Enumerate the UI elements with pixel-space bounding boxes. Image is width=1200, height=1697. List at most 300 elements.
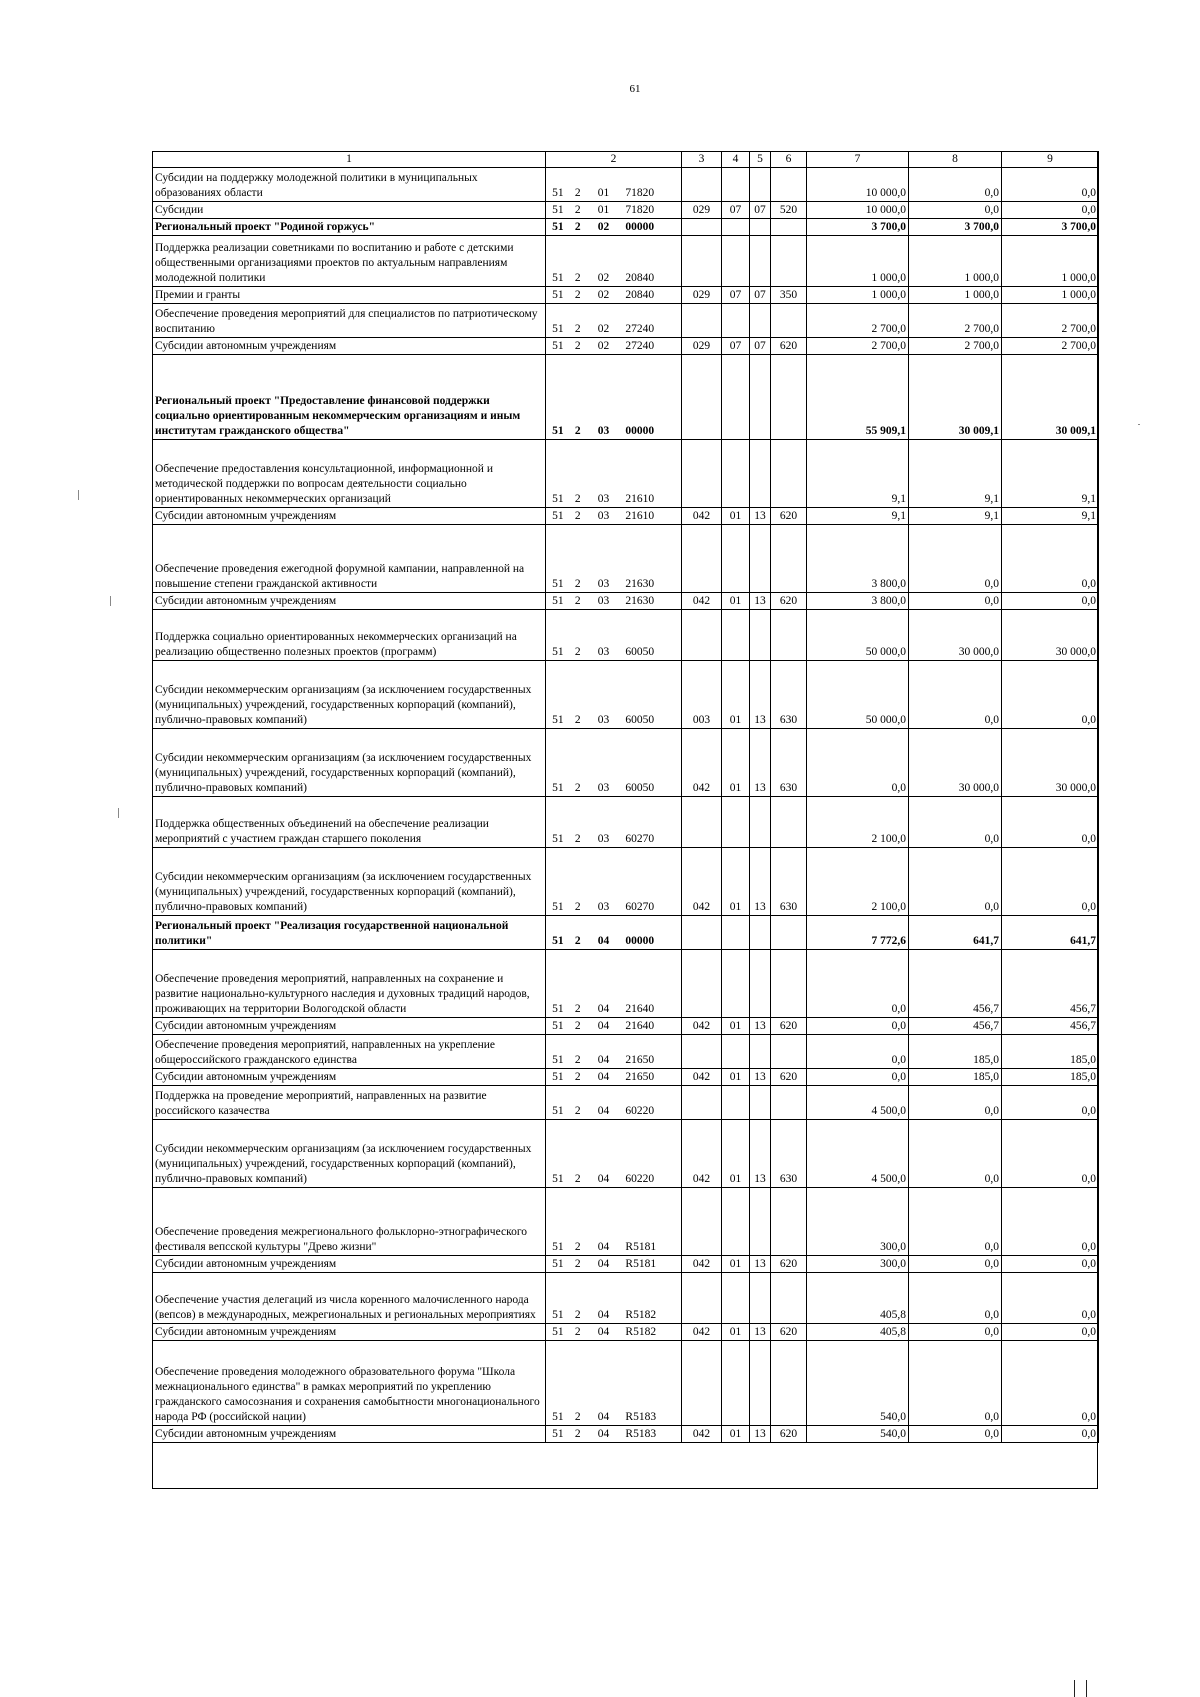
row-name: Субсидии автономным учреждениям	[153, 1018, 546, 1035]
code-part-3: 04	[597, 1309, 610, 1321]
table-row	[153, 1324, 1099, 1341]
row-col-5	[750, 219, 771, 236]
row-amount-9: 0,0	[1002, 1120, 1099, 1188]
code-part-4: 21640	[625, 1003, 655, 1015]
row-amount-7: 7 772,6	[807, 916, 909, 950]
table-row	[153, 797, 1099, 848]
row-amount-7: 1 000,0	[807, 287, 909, 304]
row-col-5: 13	[750, 508, 771, 525]
code-part-3: 04	[597, 1258, 610, 1270]
row-col-4: 01	[722, 1256, 750, 1273]
row-amount-8: 0,0	[909, 848, 1002, 916]
row-col-5: 13	[750, 729, 771, 797]
row-col-5: 07	[750, 338, 771, 355]
code-part-2: 2	[574, 595, 581, 607]
row-col-4: 01	[722, 729, 750, 797]
code-part-1: 51	[552, 935, 564, 947]
row-col-5	[750, 797, 771, 848]
row-amount-9: 3 700,0	[1002, 219, 1099, 236]
row-code	[546, 219, 682, 236]
row-col-4	[722, 797, 750, 848]
table-row	[153, 848, 1099, 916]
code-part-1: 51	[552, 1241, 564, 1253]
row-col-4	[722, 1086, 750, 1120]
row-amount-9: 185,0	[1002, 1035, 1099, 1069]
row-code	[546, 304, 682, 338]
row-amount-8: 0,0	[909, 202, 1002, 219]
row-col-6: 630	[771, 1120, 807, 1188]
row-name: Субсидии некоммерческим организациям (за исключением государственных (муниципальных) учреждений, государственных корпораций (компаний), публично-правовых компаний)	[153, 729, 546, 797]
row-col-4	[722, 1341, 750, 1426]
code-part-3: 03	[597, 833, 610, 845]
code-part-3: 03	[597, 714, 610, 726]
row-col-3: 042	[682, 1324, 722, 1341]
code-part-1: 51	[552, 833, 564, 845]
row-amount-7: 300,0	[807, 1256, 909, 1273]
code-group	[546, 900, 681, 915]
row-col-5: 13	[750, 1069, 771, 1086]
row-name: Премии и гранты	[153, 287, 546, 304]
code-part-4: 21630	[625, 578, 655, 590]
row-col-6	[771, 797, 807, 848]
table-row	[153, 1273, 1099, 1324]
table-row	[153, 236, 1099, 287]
table-row	[153, 950, 1099, 1018]
row-amount-8: 1 000,0	[909, 287, 1002, 304]
row-name: Субсидии автономным учреждениям	[153, 1426, 546, 1443]
row-col-5	[750, 304, 771, 338]
row-col-5: 13	[750, 593, 771, 610]
table-row	[153, 440, 1099, 508]
row-col-3	[682, 1273, 722, 1324]
code-part-1: 51	[552, 714, 564, 726]
code-part-2: 2	[574, 1105, 581, 1117]
code-part-4: R5182	[625, 1326, 657, 1338]
row-amount-7: 405,8	[807, 1273, 909, 1324]
code-part-1: 51	[552, 323, 564, 335]
code-part-3: 02	[597, 272, 610, 284]
code-part-4: 00000	[625, 935, 655, 947]
row-amount-7: 540,0	[807, 1341, 909, 1426]
row-code	[546, 202, 682, 219]
row-amount-7: 2 100,0	[807, 848, 909, 916]
code-part-4: 60050	[625, 714, 655, 726]
code-part-1: 51	[552, 578, 564, 590]
row-col-6: 620	[771, 1069, 807, 1086]
code-part-3: 04	[597, 1428, 610, 1440]
code-part-3: 02	[597, 340, 610, 352]
row-col-5	[750, 1035, 771, 1069]
code-part-4: 21650	[625, 1071, 655, 1083]
row-code	[546, 440, 682, 508]
row-name: Субсидии автономным учреждениям	[153, 1069, 546, 1086]
row-col-3: 029	[682, 287, 722, 304]
row-name: Обеспечение участия делегаций из числа коренного малочисленного народа (вепсов) в международных, межрегиональных и региональных мероприятиях	[153, 1273, 546, 1324]
row-code	[546, 848, 682, 916]
code-part-2: 2	[574, 1428, 581, 1440]
row-amount-8: 0,0	[909, 1273, 1002, 1324]
code-part-2: 2	[574, 1241, 581, 1253]
row-col-3	[682, 525, 722, 593]
code-part-4: 21650	[625, 1054, 655, 1066]
row-col-3: 042	[682, 848, 722, 916]
code-group	[546, 1053, 681, 1068]
row-col-3: 042	[682, 1120, 722, 1188]
row-col-4	[722, 219, 750, 236]
row-amount-8: 0,0	[909, 1120, 1002, 1188]
code-part-1: 51	[552, 510, 564, 522]
table-row	[153, 1069, 1099, 1086]
code-part-2: 2	[574, 782, 581, 794]
row-amount-9: 0,0	[1002, 661, 1099, 729]
row-code	[546, 1035, 682, 1069]
code-part-2: 2	[574, 1003, 581, 1015]
row-name: Поддержка социально ориентированных некоммерческих организаций на реализацию общественно полезных проектов (программ)	[153, 610, 546, 661]
row-col-6: 620	[771, 1426, 807, 1443]
row-amount-7: 50 000,0	[807, 610, 909, 661]
code-part-3: 01	[597, 204, 610, 216]
code-part-1: 51	[552, 340, 564, 352]
code-part-3: 03	[597, 782, 610, 794]
row-col-6	[771, 1273, 807, 1324]
row-col-4	[722, 1273, 750, 1324]
code-part-2: 2	[574, 323, 581, 335]
code-group	[546, 424, 681, 439]
table-row	[153, 219, 1099, 236]
row-col-3: 042	[682, 1256, 722, 1273]
row-amount-9: 9,1	[1002, 440, 1099, 508]
row-code	[546, 1273, 682, 1324]
row-name: Региональный проект "Предоставление финансовой поддержки социально ориентированным некоммерческим организациям и иным институтам гражданского общества"	[153, 355, 546, 440]
header-cell-2: 2	[546, 152, 682, 168]
code-group	[546, 186, 681, 201]
code-group	[546, 509, 681, 524]
row-name: Региональный проект "Реализация государственной национальной политики"	[153, 916, 546, 950]
row-amount-8: 1 000,0	[909, 236, 1002, 287]
code-part-4: 21630	[625, 595, 655, 607]
header-cell-3: 3	[682, 152, 722, 168]
code-part-2: 2	[574, 510, 581, 522]
scan-mark-right-1	[1138, 424, 1140, 425]
row-col-3: 042	[682, 1069, 722, 1086]
code-part-2: 2	[574, 493, 581, 505]
row-amount-8: 0,0	[909, 1341, 1002, 1426]
row-col-4	[722, 304, 750, 338]
row-amount-9: 0,0	[1002, 1426, 1099, 1443]
row-code	[546, 525, 682, 593]
row-col-3	[682, 950, 722, 1018]
row-col-4: 07	[722, 338, 750, 355]
row-code	[546, 610, 682, 661]
row-col-4	[722, 525, 750, 593]
row-amount-9: 0,0	[1002, 1086, 1099, 1120]
row-col-6: 620	[771, 1018, 807, 1035]
header-cell-5: 5	[750, 152, 771, 168]
row-amount-7: 3 800,0	[807, 525, 909, 593]
code-part-1: 51	[552, 221, 564, 233]
table-row	[153, 610, 1099, 661]
row-col-4: 07	[722, 202, 750, 219]
row-col-6: 630	[771, 848, 807, 916]
table-row	[153, 355, 1099, 440]
row-col-3	[682, 236, 722, 287]
row-amount-8: 185,0	[909, 1069, 1002, 1086]
table-row	[153, 287, 1099, 304]
code-part-1: 51	[552, 1003, 564, 1015]
code-group	[546, 271, 681, 286]
code-part-4: 21610	[625, 493, 655, 505]
row-col-5: 13	[750, 848, 771, 916]
row-col-3: 042	[682, 1426, 722, 1443]
table-row	[153, 1188, 1099, 1256]
row-amount-9: 0,0	[1002, 525, 1099, 593]
row-col-3	[682, 168, 722, 202]
table-header-row	[153, 152, 1099, 168]
row-name: Субсидии некоммерческим организациям (за исключением государственных (муниципальных) учреждений, государственных корпораций (компаний), публично-правовых компаний)	[153, 1120, 546, 1188]
table-row	[153, 1120, 1099, 1188]
table-row	[153, 508, 1099, 525]
code-group	[546, 832, 681, 847]
code-part-4: 71820	[625, 204, 655, 216]
row-col-5	[750, 1341, 771, 1426]
row-col-5: 13	[750, 1018, 771, 1035]
code-part-1: 51	[552, 782, 564, 794]
header-cell-7: 7	[807, 152, 909, 168]
code-group	[546, 1019, 681, 1034]
code-part-4: 60050	[625, 646, 655, 658]
code-part-4: 60050	[625, 782, 655, 794]
row-col-5	[750, 168, 771, 202]
code-part-2: 2	[574, 1054, 581, 1066]
row-col-4: 01	[722, 508, 750, 525]
row-amount-9: 456,7	[1002, 950, 1099, 1018]
code-part-3: 03	[597, 595, 610, 607]
row-name: Субсидии некоммерческим организациям (за исключением государственных (муниципальных) учреждений, государственных корпораций (компаний), публично-правовых компаний)	[153, 661, 546, 729]
row-name: Поддержка общественных объединений на обеспечение реализации мероприятий с участием граждан старшего поколения	[153, 797, 546, 848]
row-col-6	[771, 1188, 807, 1256]
row-col-3	[682, 1341, 722, 1426]
code-group	[546, 645, 681, 660]
row-amount-8: 0,0	[909, 593, 1002, 610]
row-amount-8: 456,7	[909, 1018, 1002, 1035]
row-col-4	[722, 950, 750, 1018]
code-part-1: 51	[552, 1054, 564, 1066]
row-amount-8: 0,0	[909, 525, 1002, 593]
table-row	[153, 661, 1099, 729]
row-col-5: 13	[750, 1120, 771, 1188]
header-cell-6: 6	[771, 152, 807, 168]
code-part-2: 2	[574, 1411, 581, 1423]
row-code	[546, 916, 682, 950]
row-col-4: 01	[722, 1018, 750, 1035]
row-col-3: 042	[682, 729, 722, 797]
row-col-4	[722, 916, 750, 950]
code-part-3: 04	[597, 1020, 610, 1032]
code-part-3: 03	[597, 425, 610, 437]
row-col-3	[682, 1035, 722, 1069]
code-part-4: 20840	[625, 272, 655, 284]
row-col-4: 01	[722, 1069, 750, 1086]
row-col-4: 07	[722, 287, 750, 304]
row-code	[546, 338, 682, 355]
row-col-3	[682, 355, 722, 440]
row-col-4	[722, 440, 750, 508]
row-col-6	[771, 525, 807, 593]
row-col-3	[682, 1086, 722, 1120]
table-row	[153, 202, 1099, 219]
row-col-5	[750, 236, 771, 287]
code-part-3: 03	[597, 901, 610, 913]
row-col-6: 620	[771, 508, 807, 525]
row-code	[546, 1341, 682, 1426]
row-col-5: 13	[750, 1324, 771, 1341]
row-col-6: 630	[771, 661, 807, 729]
row-amount-9: 0,0	[1002, 1273, 1099, 1324]
row-col-6: 620	[771, 338, 807, 355]
row-code	[546, 1256, 682, 1273]
row-amount-8: 0,0	[909, 661, 1002, 729]
code-group	[546, 1240, 681, 1255]
row-name: Поддержка на проведение мероприятий, направленных на развитие российского казачества	[153, 1086, 546, 1120]
row-col-5	[750, 916, 771, 950]
row-name: Обеспечение проведения ежегодной форумной кампании, направленной на повышение степени гражданской активности	[153, 525, 546, 593]
code-part-1: 51	[552, 901, 564, 913]
row-amount-7: 3 800,0	[807, 593, 909, 610]
row-code	[546, 508, 682, 525]
row-amount-9: 185,0	[1002, 1069, 1099, 1086]
code-part-1: 51	[552, 1020, 564, 1032]
row-amount-9: 0,0	[1002, 168, 1099, 202]
row-amount-8: 9,1	[909, 508, 1002, 525]
row-col-4: 01	[722, 593, 750, 610]
code-part-3: 04	[597, 935, 610, 947]
code-part-4: R5183	[625, 1411, 657, 1423]
code-part-1: 51	[552, 1105, 564, 1117]
code-part-3: 04	[597, 1105, 610, 1117]
code-part-2: 2	[574, 901, 581, 913]
row-code	[546, 1018, 682, 1035]
code-part-1: 51	[552, 1071, 564, 1083]
row-name: Поддержка реализации советниками по воспитанию и работе с детскими общественными организациями проектов по актуальным направлениям молодежной политики	[153, 236, 546, 287]
row-amount-8: 2 700,0	[909, 338, 1002, 355]
code-part-1: 51	[552, 595, 564, 607]
row-code	[546, 661, 682, 729]
row-amount-9: 0,0	[1002, 202, 1099, 219]
row-name: Субсидии автономным учреждениям	[153, 1324, 546, 1341]
row-amount-9: 0,0	[1002, 1256, 1099, 1273]
code-part-2: 2	[574, 1326, 581, 1338]
row-amount-9: 9,1	[1002, 508, 1099, 525]
row-code	[546, 355, 682, 440]
row-amount-8: 9,1	[909, 440, 1002, 508]
row-col-6	[771, 1341, 807, 1426]
code-part-1: 51	[552, 289, 564, 301]
table-row	[153, 1426, 1099, 1443]
row-amount-7: 55 909,1	[807, 355, 909, 440]
code-part-3: 03	[597, 510, 610, 522]
row-amount-7: 0,0	[807, 1018, 909, 1035]
code-part-1: 51	[552, 272, 564, 284]
row-code	[546, 1069, 682, 1086]
code-part-2: 2	[574, 289, 581, 301]
row-col-4	[722, 610, 750, 661]
code-group	[546, 288, 681, 303]
row-amount-8: 0,0	[909, 1426, 1002, 1443]
row-amount-9: 30 000,0	[1002, 729, 1099, 797]
code-group	[546, 577, 681, 592]
row-amount-8: 0,0	[909, 1256, 1002, 1273]
code-part-1: 51	[552, 1326, 564, 1338]
row-amount-8: 185,0	[909, 1035, 1002, 1069]
code-part-4: 60220	[625, 1105, 655, 1117]
table-body	[153, 152, 1099, 1443]
code-part-1: 51	[552, 1411, 564, 1423]
row-col-4: 01	[722, 1324, 750, 1341]
code-part-2: 2	[574, 646, 581, 658]
row-amount-8: 30 009,1	[909, 355, 1002, 440]
row-code	[546, 287, 682, 304]
row-amount-9: 0,0	[1002, 797, 1099, 848]
table-row	[153, 729, 1099, 797]
row-col-3	[682, 916, 722, 950]
scan-mark-left-3	[118, 808, 119, 818]
row-col-4: 01	[722, 1426, 750, 1443]
row-col-3	[682, 440, 722, 508]
code-group	[546, 220, 681, 235]
header-cell-9: 9	[1002, 152, 1099, 168]
code-group	[546, 1257, 681, 1272]
code-part-4: 21610	[625, 510, 655, 522]
row-amount-7: 300,0	[807, 1188, 909, 1256]
row-amount-7: 10 000,0	[807, 202, 909, 219]
header-cell-1: 1	[153, 152, 546, 168]
table-row	[153, 1256, 1099, 1273]
code-part-4: 21640	[625, 1020, 655, 1032]
row-name: Обеспечение проведения молодежного образовательного форума "Школа межнационального единства" в рамках мероприятий по укреплению гражданского самосознания и сохранения самобытности многонационального народа РФ (российской нации)	[153, 1341, 546, 1426]
code-part-3: 04	[597, 1173, 610, 1185]
code-part-4: 00000	[625, 221, 655, 233]
row-col-5	[750, 1188, 771, 1256]
code-group	[546, 1070, 681, 1085]
code-part-3: 03	[597, 646, 610, 658]
code-group	[546, 1308, 681, 1323]
row-col-3	[682, 610, 722, 661]
row-amount-7: 405,8	[807, 1324, 909, 1341]
code-part-1: 51	[552, 493, 564, 505]
row-col-6: 630	[771, 729, 807, 797]
row-name: Субсидии некоммерческим организациям (за исключением государственных (муниципальных) учреждений, государственных корпораций (компаний), публично-правовых компаний)	[153, 848, 546, 916]
row-col-3: 042	[682, 1018, 722, 1035]
code-part-4: 27240	[625, 323, 655, 335]
row-amount-9: 0,0	[1002, 593, 1099, 610]
code-part-3: 04	[597, 1241, 610, 1253]
row-amount-8: 0,0	[909, 1086, 1002, 1120]
row-amount-7: 2 700,0	[807, 338, 909, 355]
code-group	[546, 339, 681, 354]
code-part-4: 60270	[625, 833, 655, 845]
row-code	[546, 1086, 682, 1120]
row-amount-9: 1 000,0	[1002, 236, 1099, 287]
row-code	[546, 1120, 682, 1188]
row-code	[546, 950, 682, 1018]
code-part-4: 71820	[625, 187, 655, 199]
row-code	[546, 1188, 682, 1256]
row-col-3	[682, 797, 722, 848]
row-name: Субсидии автономным учреждениям	[153, 1256, 546, 1273]
row-name: Региональный проект "Родиной горжусь"	[153, 219, 546, 236]
row-amount-9: 456,7	[1002, 1018, 1099, 1035]
row-amount-8: 0,0	[909, 797, 1002, 848]
